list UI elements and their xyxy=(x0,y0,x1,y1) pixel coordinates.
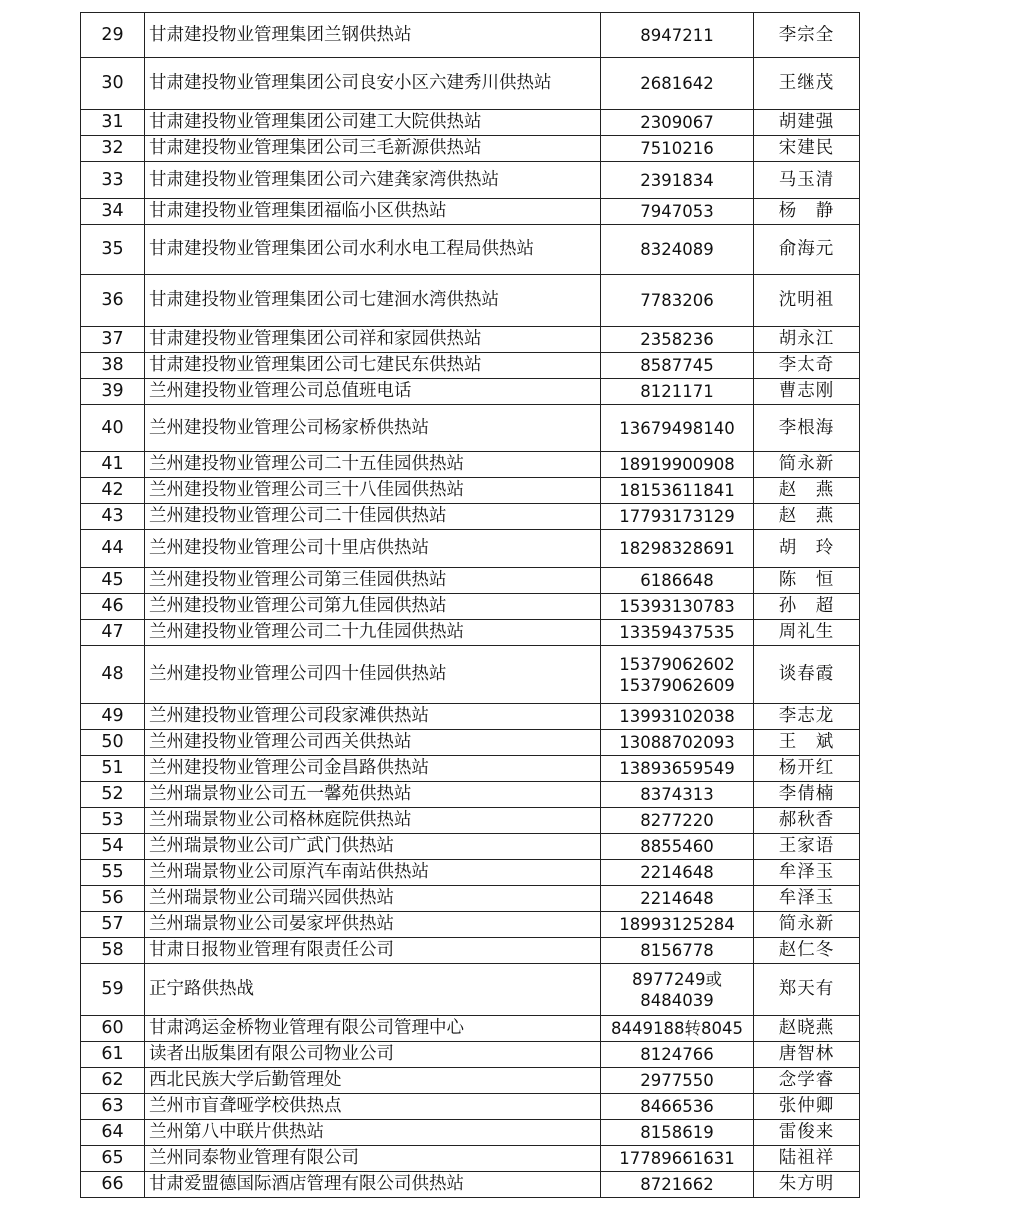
contact-person: 朱方明 xyxy=(754,1172,860,1198)
phone-number: 8484039 xyxy=(640,990,714,1010)
row-number: 55 xyxy=(81,860,145,886)
phone-cell xyxy=(601,1042,754,1068)
phone-number: 8977249或 xyxy=(632,969,722,989)
phone-cell xyxy=(601,886,754,912)
phone-cell xyxy=(601,568,754,594)
table-row xyxy=(81,13,860,58)
contact-person: 郑天有 xyxy=(754,964,860,1016)
contact-person: 李倩楠 xyxy=(754,782,860,808)
table-row xyxy=(81,704,860,730)
table-row xyxy=(81,1094,860,1120)
contact-person: 陆祖祥 xyxy=(754,1146,860,1172)
phone-cell xyxy=(601,478,754,504)
station-name: 兰州建投物业管理公司杨家桥供热站 xyxy=(145,405,601,452)
phone-number: 15379062609 xyxy=(619,675,735,695)
station-name: 兰州建投物业管理公司十里店供热站 xyxy=(145,530,601,568)
table-row xyxy=(81,756,860,782)
row-number: 43 xyxy=(81,504,145,530)
table-row xyxy=(81,646,860,704)
contact-person: 马玉清 xyxy=(754,162,860,199)
phone-number: 8374313 xyxy=(640,785,714,804)
row-number: 41 xyxy=(81,452,145,478)
row-number: 47 xyxy=(81,620,145,646)
phone-cell xyxy=(601,136,754,162)
contact-person: 赵仁冬 xyxy=(754,938,860,964)
table-row xyxy=(81,225,860,275)
station-name: 兰州建投物业管理公司四十佳园供热站 xyxy=(145,646,601,704)
table-row xyxy=(81,964,860,1016)
table-row xyxy=(81,275,860,327)
contact-person: 陈 恒 xyxy=(754,568,860,594)
phone-number: 2358236 xyxy=(640,330,714,349)
table-row xyxy=(81,405,860,452)
phone-cell xyxy=(601,530,754,568)
table-row xyxy=(81,568,860,594)
station-name: 甘肃建投物业管理集团公司水利水电工程局供热站 xyxy=(145,225,601,275)
phone-cell xyxy=(601,912,754,938)
row-number: 54 xyxy=(81,834,145,860)
contact-person: 俞海元 xyxy=(754,225,860,275)
phone-cell xyxy=(601,353,754,379)
phone-cell xyxy=(601,1016,754,1042)
table-row xyxy=(81,353,860,379)
contact-person: 张仲卿 xyxy=(754,1094,860,1120)
phone-cell xyxy=(601,13,754,58)
table-row xyxy=(81,58,860,110)
contact-person: 胡 玲 xyxy=(754,530,860,568)
row-number: 40 xyxy=(81,405,145,452)
phone-number: 13679498140 xyxy=(619,418,735,438)
station-name: 甘肃建投物业管理集团公司良安小区六建秀川供热站 xyxy=(145,58,601,110)
station-name: 甘肃建投物业管理集团公司三毛新源供热站 xyxy=(145,136,601,162)
station-name: 兰州瑞景物业公司格林庭院供热站 xyxy=(145,808,601,834)
phone-cell xyxy=(601,1146,754,1172)
phone-cell xyxy=(601,782,754,808)
table-row xyxy=(81,782,860,808)
station-name: 西北民族大学后勤管理处 xyxy=(145,1068,601,1094)
contact-person: 李宗全 xyxy=(754,13,860,58)
contact-person: 王继茂 xyxy=(754,58,860,110)
phone-number: 8156778 xyxy=(640,941,714,960)
phone-number: 8947211 xyxy=(640,25,714,45)
contact-person: 简永新 xyxy=(754,912,860,938)
station-name: 甘肃爱盟德国际酒店管理有限公司供热站 xyxy=(145,1172,601,1198)
phone-number: 18919900908 xyxy=(619,455,735,474)
contact-person: 胡永江 xyxy=(754,327,860,353)
phone-number: 8124766 xyxy=(640,1045,714,1064)
table-row xyxy=(81,886,860,912)
contact-person: 孙 超 xyxy=(754,594,860,620)
station-name: 兰州瑞景物业公司晏家坪供热站 xyxy=(145,912,601,938)
phone-number: 2309067 xyxy=(640,113,714,132)
row-number: 50 xyxy=(81,730,145,756)
contact-person: 杨开红 xyxy=(754,756,860,782)
contact-person: 曹志刚 xyxy=(754,379,860,405)
phone-number: 7510216 xyxy=(640,139,714,158)
table-row xyxy=(81,1120,860,1146)
phone-cell xyxy=(601,620,754,646)
contact-person: 杨 静 xyxy=(754,199,860,225)
phone-cell xyxy=(601,275,754,327)
table-row xyxy=(81,1042,860,1068)
phone-number: 2214648 xyxy=(640,863,714,882)
phone-number: 8324089 xyxy=(640,240,714,259)
phone-number: 13893659549 xyxy=(619,759,735,778)
table-body xyxy=(81,13,860,1198)
contact-person: 唐智林 xyxy=(754,1042,860,1068)
phone-number: 2214648 xyxy=(640,889,714,908)
row-number: 33 xyxy=(81,162,145,199)
station-name: 甘肃日报物业管理有限责任公司 xyxy=(145,938,601,964)
table-row xyxy=(81,1068,860,1094)
station-name: 兰州建投物业管理公司二十九佳园供热站 xyxy=(145,620,601,646)
phone-number: 8121171 xyxy=(640,382,714,401)
contact-person: 胡建强 xyxy=(754,110,860,136)
row-number: 44 xyxy=(81,530,145,568)
phone-cell xyxy=(601,860,754,886)
contact-person: 牟泽玉 xyxy=(754,886,860,912)
row-number: 64 xyxy=(81,1120,145,1146)
phone-cell xyxy=(601,504,754,530)
table-row xyxy=(81,199,860,225)
phone-number: 13993102038 xyxy=(619,707,735,726)
station-name: 正宁路供热战 xyxy=(145,964,601,1016)
row-number: 48 xyxy=(81,646,145,704)
contact-person: 念学睿 xyxy=(754,1068,860,1094)
phone-cell xyxy=(601,327,754,353)
contact-person: 王 斌 xyxy=(754,730,860,756)
phone-number: 18993125284 xyxy=(619,915,735,934)
phone-cell xyxy=(601,379,754,405)
phone-number: 2977550 xyxy=(640,1071,714,1090)
table-row xyxy=(81,110,860,136)
phone-number: 8721662 xyxy=(640,1175,714,1194)
phone-number: 6186648 xyxy=(640,571,714,590)
station-name: 兰州同泰物业管理有限公司 xyxy=(145,1146,601,1172)
station-name: 甘肃建投物业管理集团公司祥和家园供热站 xyxy=(145,327,601,353)
row-number: 45 xyxy=(81,568,145,594)
contact-person: 李太奇 xyxy=(754,353,860,379)
station-name: 兰州第八中联片供热站 xyxy=(145,1120,601,1146)
contact-person: 李志龙 xyxy=(754,704,860,730)
contact-person: 谈春霞 xyxy=(754,646,860,704)
station-name: 甘肃鸿运金桥物业管理有限公司管理中心 xyxy=(145,1016,601,1042)
phone-number: 8158619 xyxy=(640,1123,714,1142)
contact-person: 李根海 xyxy=(754,405,860,452)
row-number: 56 xyxy=(81,886,145,912)
table-row xyxy=(81,136,860,162)
station-name: 兰州建投物业管理公司段家滩供热站 xyxy=(145,704,601,730)
table-row xyxy=(81,912,860,938)
row-number: 51 xyxy=(81,756,145,782)
row-number: 38 xyxy=(81,353,145,379)
station-name: 兰州建投物业管理公司第九佳园供热站 xyxy=(145,594,601,620)
row-number: 62 xyxy=(81,1068,145,1094)
table-row xyxy=(81,730,860,756)
row-number: 60 xyxy=(81,1016,145,1042)
phone-number: 2391834 xyxy=(640,170,714,190)
phone-cell xyxy=(601,452,754,478)
station-name: 兰州建投物业管理公司金昌路供热站 xyxy=(145,756,601,782)
phone-number: 8277220 xyxy=(640,811,714,830)
phone-number: 7783206 xyxy=(640,291,714,310)
phone-cell xyxy=(601,162,754,199)
table-row xyxy=(81,379,860,405)
phone-number: 17793173129 xyxy=(619,507,735,526)
row-number: 34 xyxy=(81,199,145,225)
station-name: 兰州建投物业管理公司西关供热站 xyxy=(145,730,601,756)
row-number: 58 xyxy=(81,938,145,964)
row-number: 31 xyxy=(81,110,145,136)
table-row xyxy=(81,594,860,620)
table-row xyxy=(81,938,860,964)
station-name: 甘肃建投物业管理集团兰钢供热站 xyxy=(145,13,601,58)
row-number: 46 xyxy=(81,594,145,620)
row-number: 63 xyxy=(81,1094,145,1120)
contact-person: 王家语 xyxy=(754,834,860,860)
table-row xyxy=(81,1016,860,1042)
row-number: 53 xyxy=(81,808,145,834)
table-row xyxy=(81,860,860,886)
row-number: 61 xyxy=(81,1042,145,1068)
phone-number: 8449188转8045 xyxy=(611,1019,743,1038)
table-row xyxy=(81,452,860,478)
phone-number: 18298328691 xyxy=(619,539,735,558)
station-name: 甘肃建投物业管理集团公司建工大院供热站 xyxy=(145,110,601,136)
row-number: 39 xyxy=(81,379,145,405)
phone-cell xyxy=(601,1068,754,1094)
row-number: 36 xyxy=(81,275,145,327)
station-name: 兰州瑞景物业公司原汽车南站供热站 xyxy=(145,860,601,886)
table-row xyxy=(81,478,860,504)
contact-person: 周礼生 xyxy=(754,620,860,646)
phone-cell xyxy=(601,1172,754,1198)
contact-person: 赵 燕 xyxy=(754,504,860,530)
phone-number: 13088702093 xyxy=(619,733,735,752)
phone-number: 8587745 xyxy=(640,356,714,375)
phone-cell xyxy=(601,1094,754,1120)
row-number: 30 xyxy=(81,58,145,110)
station-name: 读者出版集团有限公司物业公司 xyxy=(145,1042,601,1068)
phone-cell xyxy=(601,110,754,136)
row-number: 49 xyxy=(81,704,145,730)
phone-number: 8855460 xyxy=(640,837,714,856)
phone-cell xyxy=(601,594,754,620)
contact-person: 沈明祖 xyxy=(754,275,860,327)
contact-person: 宋建民 xyxy=(754,136,860,162)
row-number: 57 xyxy=(81,912,145,938)
phone-cell xyxy=(601,405,754,452)
station-name: 兰州建投物业管理公司总值班电话 xyxy=(145,379,601,405)
station-name: 兰州瑞景物业公司五一馨苑供热站 xyxy=(145,782,601,808)
station-name: 兰州建投物业管理公司第三佳园供热站 xyxy=(145,568,601,594)
table-row xyxy=(81,504,860,530)
phone-cell xyxy=(601,756,754,782)
row-number: 66 xyxy=(81,1172,145,1198)
table-row xyxy=(81,834,860,860)
phone-cell xyxy=(601,834,754,860)
heating-contacts-table xyxy=(80,12,860,1198)
station-name: 甘肃建投物业管理集团公司七建民东供热站 xyxy=(145,353,601,379)
phone-cell xyxy=(601,1120,754,1146)
phone-cell xyxy=(601,199,754,225)
table-row xyxy=(81,530,860,568)
row-number: 32 xyxy=(81,136,145,162)
contact-person: 简永新 xyxy=(754,452,860,478)
row-number: 29 xyxy=(81,13,145,58)
station-name: 兰州瑞景物业公司广武门供热站 xyxy=(145,834,601,860)
table-row xyxy=(81,162,860,199)
station-name: 甘肃建投物业管理集团公司六建龚家湾供热站 xyxy=(145,162,601,199)
phone-number: 18153611841 xyxy=(619,481,735,500)
contact-person: 牟泽玉 xyxy=(754,860,860,886)
table-row xyxy=(81,1172,860,1198)
phone-cell xyxy=(601,225,754,275)
station-name: 兰州建投物业管理公司二十佳园供热站 xyxy=(145,504,601,530)
phone-cell xyxy=(601,730,754,756)
station-name: 兰州建投物业管理公司二十五佳园供热站 xyxy=(145,452,601,478)
phone-number: 17789661631 xyxy=(619,1149,735,1168)
row-number: 37 xyxy=(81,327,145,353)
table-row xyxy=(81,808,860,834)
table-row xyxy=(81,620,860,646)
contact-person: 赵 燕 xyxy=(754,478,860,504)
row-number: 52 xyxy=(81,782,145,808)
phone-number: 15393130783 xyxy=(619,597,735,616)
phone-number: 13359437535 xyxy=(619,623,735,642)
row-number: 65 xyxy=(81,1146,145,1172)
station-name: 甘肃建投物业管理集团福临小区供热站 xyxy=(145,199,601,225)
phone-cell xyxy=(601,646,754,704)
phone-number: 8466536 xyxy=(640,1097,714,1116)
phone-number: 2681642 xyxy=(640,74,714,93)
phone-cell xyxy=(601,964,754,1016)
station-name: 兰州建投物业管理公司三十八佳园供热站 xyxy=(145,478,601,504)
phone-cell xyxy=(601,938,754,964)
contact-person: 雷俊来 xyxy=(754,1120,860,1146)
contact-person: 赵晓燕 xyxy=(754,1016,860,1042)
station-name: 甘肃建投物业管理集团公司七建洄水湾供热站 xyxy=(145,275,601,327)
row-number: 59 xyxy=(81,964,145,1016)
table-row xyxy=(81,327,860,353)
station-name: 兰州瑞景物业公司瑞兴园供热站 xyxy=(145,886,601,912)
table-row xyxy=(81,1146,860,1172)
row-number: 42 xyxy=(81,478,145,504)
phone-number: 7947053 xyxy=(640,202,714,221)
row-number: 35 xyxy=(81,225,145,275)
station-name: 兰州市盲聋哑学校供热点 xyxy=(145,1094,601,1120)
phone-cell xyxy=(601,704,754,730)
phone-cell xyxy=(601,58,754,110)
phone-number: 15379062602 xyxy=(619,654,735,674)
phone-cell xyxy=(601,808,754,834)
contact-person: 郝秋香 xyxy=(754,808,860,834)
